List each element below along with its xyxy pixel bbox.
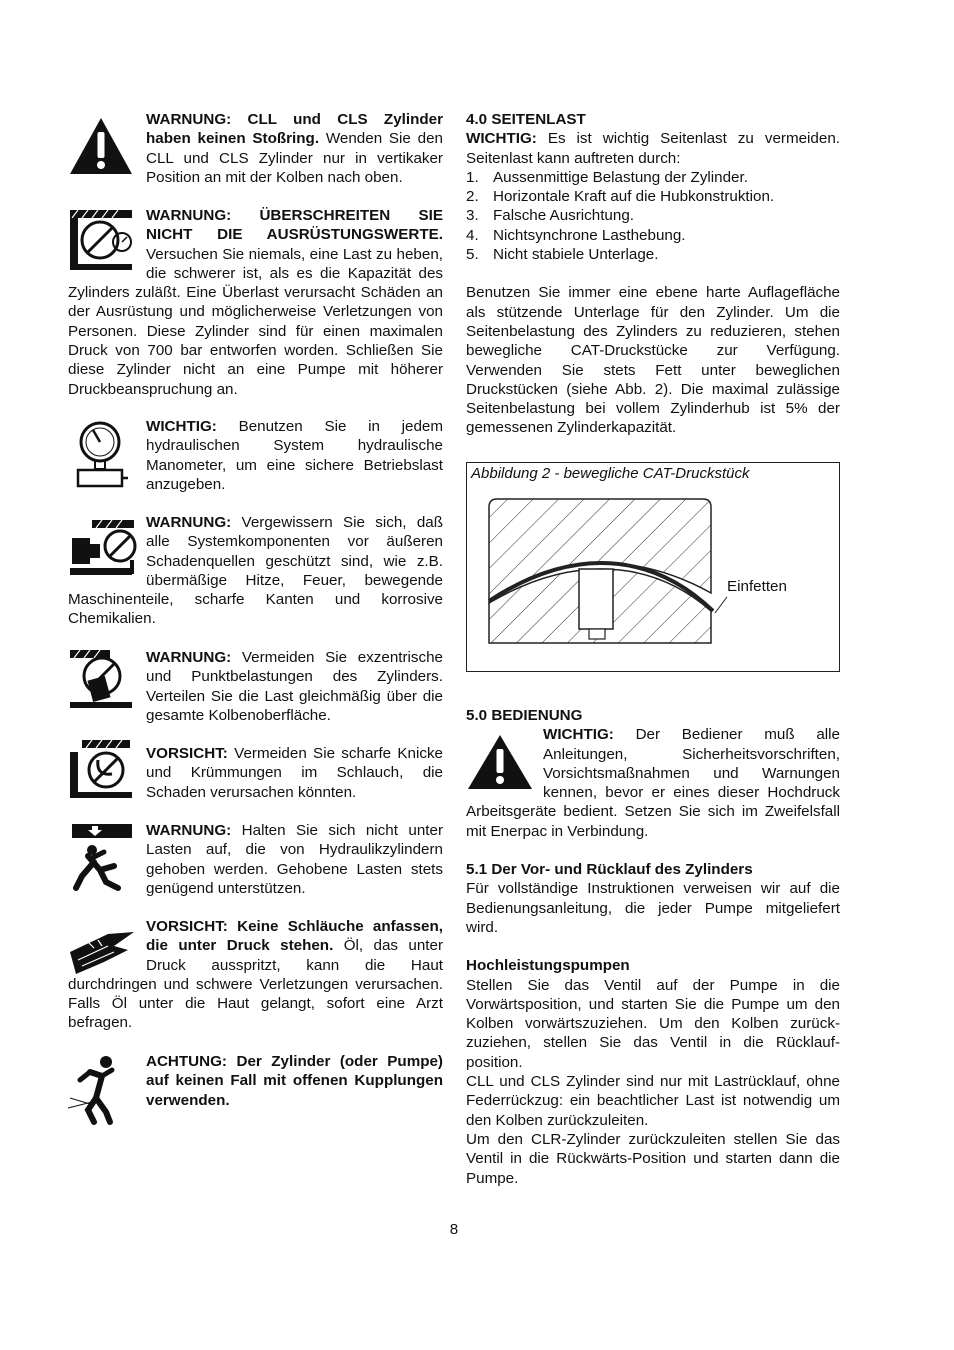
side-load-causes-list <box>466 168 840 264</box>
subsection-title: Hochleistungspumpen <box>466 957 630 975</box>
list-number: 1. <box>466 168 479 186</box>
warning-bold: WARNUNG: <box>146 514 232 531</box>
warning-text: Halten Sie sich nicht unter Lasten auf, die von Hydraulikzylindern gehoben werden. Gehobene Lasten stets genügend unterstützen. <box>146 822 443 897</box>
caution-text: Vermeiden Sie scharfe Knicke und Krümmungen im Schlauch, die Schaden verursachen könnten. <box>146 745 443 801</box>
figure-caption: Abbildung 2 - bewegliche CAT-Druckstück <box>471 465 750 482</box>
warning-bold: WARNUNG: ÜBERSCHREITEN SIE NICHT DIE AUSRÜSTUNGSWERTE. <box>146 207 443 244</box>
list-number: 4. <box>466 226 479 244</box>
list-number: 3. <box>466 207 479 225</box>
list-item <box>466 226 840 245</box>
list-number: 2. <box>466 188 479 206</box>
subsection-text: Für vollständige Instruktionen verweisen wir auf die Bedienungsanleitung, die jeder Pumpe mitgeliefert wird. <box>466 880 840 936</box>
list-text: Horizontale Kraft auf die Hubkonstruktion. <box>493 188 775 206</box>
electric-shock-person-icon <box>66 1054 126 1126</box>
caution-bold: VORSICHT: Keine Schläuche anfassen, die unter Druck stehen. <box>146 918 443 955</box>
important-text: Der Bediener muß alle Anleitungen, Sicherheitsvorschriften, Vorsichtsmaßnahmen und Warnungen kennen, bevor er eines dieser Hochdruck Arbeitsgeräte bedient. Setzen Sie sich im Zweifelsfall mit Enerpac in Verbindung. <box>466 726 840 840</box>
cat-saddle-drawing <box>467 463 839 671</box>
important-bold: WICHTIG: <box>543 726 614 744</box>
important-gauge <box>146 417 443 494</box>
warning-text: Wenden Sie den CLL und CLS Zylinder nur in vertikaker Position an mit der Kolben nach oben. <box>146 130 443 186</box>
caution-pressure-hose <box>68 917 443 1033</box>
grease-label: Einfetten <box>727 578 787 595</box>
caution-text: Öl, das unter Druck ausspritzt, kann die Haut durchdringen und schwere Verletzungen verursachen. Falls Öl unter die Haut gelangt, sofort eine Arzt befragen. <box>68 937 443 1032</box>
paragraph: CLL und CLS Zylinder sind nur mit Lastrücklauf, ohne Federrückzug: ein beachtlicher Last ist notwendig um den Kolben zurückzuleiten. <box>466 1073 840 1129</box>
list-text: Nicht stabiele Unterlage. <box>493 246 659 264</box>
side-load-paragraph: Benutzen Sie immer eine ebene harte Auflagefläche als stützende Unterlage für den Zylinder. Um die Seitenbelastung des Zylinders zu reduzieren, stehen bewegliche CAT-Druckstücke zur Verfügung. Verwenden Sie stets Fett unter beweglichen Druckstücken (siehe Abb. 2). Die maximal zulässige Seitenbelastung bei vollem Zylinderhub ist 5% der gemessenen Zylinderkapazität. <box>466 284 840 437</box>
warning-text: Versuchen Sie niemals, eine Last zu heben, die schwerer ist, als es die Kapazität des Zylinders zuläßt. Eine Überlast verursacht Schäden an der Ausrüstung und möglicherweise Verletzungen von Personen. Diese Zylinder sind für einen maximalen Druck von 700 bar entworfen worden. Schließen Sie diese Zylinder nicht an eine Pumpe mit höherer Druckbeanspruchung an. <box>68 245 443 398</box>
warning-eccentric <box>146 648 443 725</box>
warning-bold: WARNUNG: CLL und CLS Zylinder haben keinen Stoßring. <box>146 111 443 148</box>
hose-kink-icon <box>68 738 134 800</box>
list-text: Falsche Ausrichtung. <box>493 207 634 225</box>
important-bold: WICHTIG: <box>146 418 217 435</box>
list-item <box>466 187 840 206</box>
subsection-title: 5.1 Der Vor- und Rücklauf des Zylinders <box>466 861 753 879</box>
warning-text: Vergewissern Sie sich, daß alle Systemkomponenten vor äußeren Schadenquellen geschützt sind, wie z.B. übermäßige Hitze, Feuer, bewegende Maschinenteile, scharfe Kanten und korrosive Chemikalien. <box>68 514 443 628</box>
warning-cll-cls <box>146 110 443 187</box>
pressure-gauge-icon <box>74 420 130 488</box>
list-text: Aussenmittige Belastung der Zylinder. <box>493 168 748 186</box>
attention-couplings <box>146 1052 443 1110</box>
list-item <box>466 168 840 187</box>
warning-bold: WARNUNG: <box>146 649 232 666</box>
attention-bold: ACHTUNG: Der Zylinder (oder Pumpe) auf keinen Fall mit offenen Kupplungen verwenden. <box>146 1053 443 1109</box>
list-number: 5. <box>466 246 479 264</box>
list-item <box>466 245 840 264</box>
list-text: Nichtsynchrone Lasthebung. <box>493 226 686 244</box>
section-side-load <box>466 110 840 438</box>
important-text: Benutzen Sie in jedem hydraulischen System hydraulische Manometer, um eine sichere Betriebslast anzugeben. <box>146 418 443 493</box>
paragraph: Stellen Sie das Ventil auf der Pumpe in die Vorwärtsposition, und starten Sie die Pumpe um den Kolben vorwärtszuziehen. Um den Kolben zurück-zuziehen, stellen Sie das Ventil in die Rücklauf-position. <box>466 976 840 1071</box>
warning-protect <box>68 513 443 629</box>
caution-bold: VORSICHT: <box>146 745 228 762</box>
warning-text: Vermeiden Sie exzentrische und Punktbelastungen des Zylinders. Verteilen Sie die Last gleichmäßig über die gesamte Kolbenoberfläche. <box>146 649 443 724</box>
warning-bold: WARNUNG: <box>146 822 232 839</box>
section-title: 4.0 SEITENLAST <box>466 111 586 128</box>
important-text: Es ist wichtig Seitenlast zu vermeiden. Seitenlast kann auftreten durch: <box>466 130 840 167</box>
paragraph: Um den CLR-Zylinder zurückzuleiten stellen Sie das Ventil in die Rückwärts-Position und starten dann die Pumpe. <box>466 1130 840 1187</box>
page-number: 8 <box>449 1221 459 1238</box>
warning-overload <box>68 206 443 399</box>
caution-hose <box>146 744 443 802</box>
section-title: 5.0 BEDIENUNG <box>466 707 583 724</box>
section-operation <box>466 706 840 1188</box>
warning-triangle-icon <box>68 116 134 176</box>
list-item <box>466 206 840 225</box>
warning-loads <box>146 821 443 898</box>
figure-2 <box>466 462 840 672</box>
important-bold: WICHTIG: <box>466 130 537 148</box>
falling-load-icon <box>70 822 134 892</box>
eccentric-load-icon <box>68 648 134 710</box>
